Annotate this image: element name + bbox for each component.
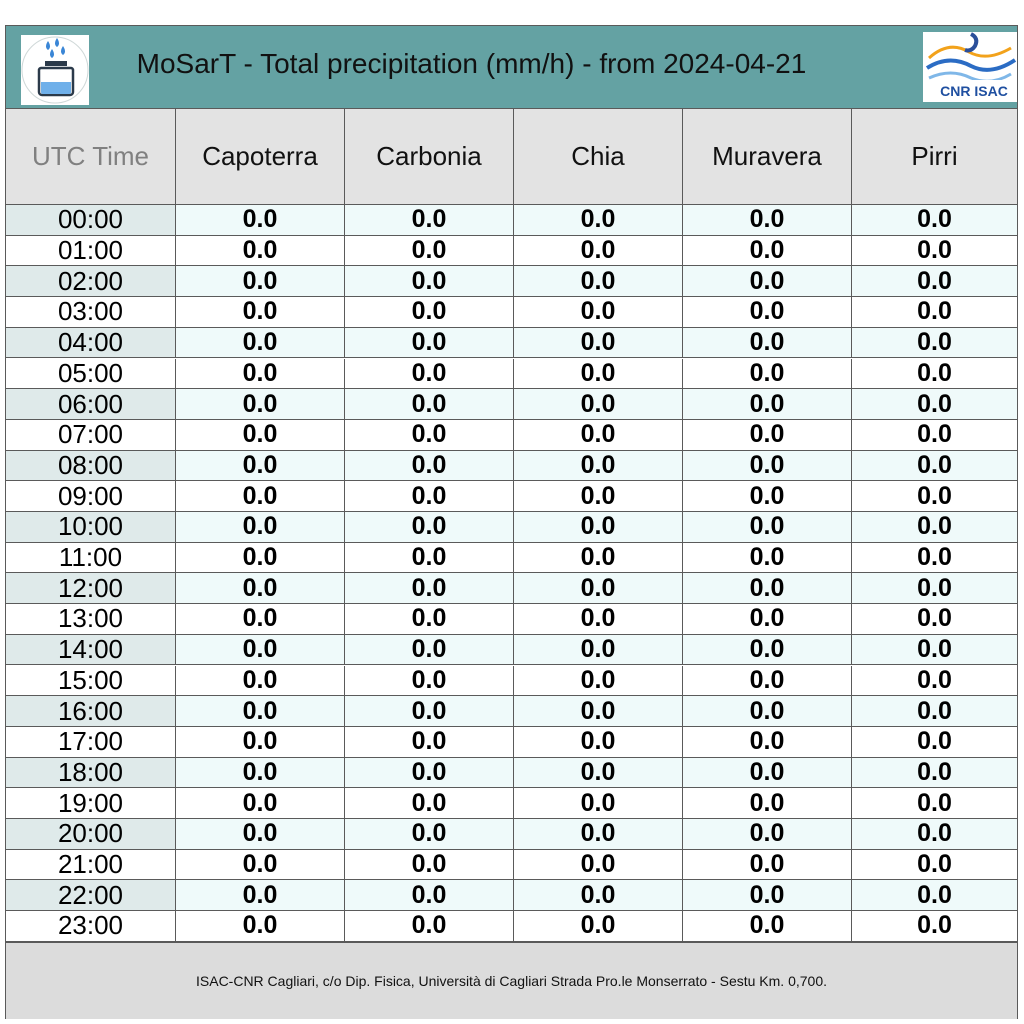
precip-value-cell: 0.0 bbox=[513, 758, 682, 788]
precip-value-cell: 0.0 bbox=[175, 635, 344, 665]
precip-value-cell: 0.0 bbox=[513, 266, 682, 296]
precip-value-cell: 0.0 bbox=[175, 328, 344, 358]
table-row bbox=[6, 758, 1017, 789]
precip-value-cell: 0.0 bbox=[682, 451, 851, 481]
station-header-pirri: Pirri bbox=[851, 109, 1017, 204]
footer-address: ISAC-CNR Cagliari, c/o Dip. Fisica, Università di Cagliari Strada Pro.le Monserrato - Sestu Km. 0,700. bbox=[6, 942, 1017, 1019]
time-cell: 18:00 bbox=[6, 758, 175, 788]
precip-value-cell: 0.0 bbox=[851, 604, 1017, 634]
cnr-isac-logo bbox=[921, 28, 1019, 104]
precip-value-cell: 0.0 bbox=[513, 788, 682, 818]
logo-text: CNR ISAC bbox=[940, 83, 1008, 99]
precip-value-cell: 0.0 bbox=[513, 543, 682, 573]
precip-value-cell: 0.0 bbox=[344, 205, 513, 235]
precip-value-cell: 0.0 bbox=[851, 911, 1017, 941]
precip-value-cell: 0.0 bbox=[175, 359, 344, 389]
precip-value-cell: 0.0 bbox=[175, 297, 344, 327]
precip-value-cell: 0.0 bbox=[851, 880, 1017, 910]
precip-value-cell: 0.0 bbox=[682, 481, 851, 511]
precip-value-cell: 0.0 bbox=[513, 451, 682, 481]
precip-value-cell: 0.0 bbox=[682, 635, 851, 665]
precip-value-cell: 0.0 bbox=[175, 573, 344, 603]
precip-value-cell: 0.0 bbox=[513, 880, 682, 910]
precip-value-cell: 0.0 bbox=[851, 420, 1017, 450]
precip-value-cell: 0.0 bbox=[344, 481, 513, 511]
table-row bbox=[6, 236, 1017, 267]
table-row bbox=[6, 727, 1017, 758]
precip-value-cell: 0.0 bbox=[344, 758, 513, 788]
precip-value-cell: 0.0 bbox=[851, 666, 1017, 696]
table-row bbox=[6, 359, 1017, 390]
time-cell: 12:00 bbox=[6, 573, 175, 603]
precip-value-cell: 0.0 bbox=[344, 880, 513, 910]
precip-value-cell: 0.0 bbox=[513, 573, 682, 603]
precip-value-cell: 0.0 bbox=[513, 727, 682, 757]
precip-value-cell: 0.0 bbox=[682, 911, 851, 941]
precip-value-cell: 0.0 bbox=[175, 543, 344, 573]
precip-value-cell: 0.0 bbox=[682, 819, 851, 849]
precip-value-cell: 0.0 bbox=[175, 696, 344, 726]
page-title: MoSarT - Total precipitation (mm/h) - from 2024-04-21 bbox=[136, 48, 807, 79]
time-cell: 00:00 bbox=[6, 205, 175, 235]
time-cell: 19:00 bbox=[57, 787, 124, 818]
precip-value-cell: 0.0 bbox=[175, 420, 344, 450]
table-row bbox=[6, 543, 1017, 574]
precipitation-table-frame bbox=[5, 25, 1018, 1019]
precip-value-cell: 0.0 bbox=[851, 850, 1017, 880]
precip-value-cell: 0.0 bbox=[851, 573, 1017, 603]
precip-value-cell: 0.0 bbox=[344, 420, 513, 450]
precip-value-cell: 0.0 bbox=[344, 451, 513, 481]
precip-value-cell: 0.0 bbox=[175, 512, 344, 542]
time-cell: 08:00 bbox=[6, 451, 175, 481]
precip-value-cell: 0.0 bbox=[175, 880, 344, 910]
precip-value-cell: 0.0 bbox=[851, 727, 1017, 757]
time-cell: 02:00 bbox=[6, 266, 175, 296]
time-cell: 07:00 bbox=[57, 419, 124, 450]
table-row bbox=[6, 389, 1017, 420]
table-row bbox=[6, 850, 1017, 881]
precip-value-cell: 0.0 bbox=[175, 481, 344, 511]
precip-value-cell: 0.0 bbox=[344, 328, 513, 358]
precip-value-cell: 0.0 bbox=[513, 604, 682, 634]
time-cell: 05:00 bbox=[57, 357, 124, 388]
table-row bbox=[6, 451, 1017, 482]
precip-value-cell: 0.0 bbox=[175, 850, 344, 880]
precip-value-cell: 0.0 bbox=[851, 481, 1017, 511]
precip-value-cell: 0.0 bbox=[513, 666, 682, 696]
time-cell: 21:00 bbox=[57, 849, 124, 880]
precip-value-cell: 0.0 bbox=[682, 359, 851, 389]
precip-value-cell: 0.0 bbox=[682, 328, 851, 358]
precip-value-cell: 0.0 bbox=[175, 604, 344, 634]
time-cell: 13:00 bbox=[57, 603, 124, 634]
precip-value-cell: 0.0 bbox=[175, 236, 344, 266]
precip-value-cell: 0.0 bbox=[344, 911, 513, 941]
time-cell: 04:00 bbox=[6, 328, 175, 358]
precip-value-cell: 0.0 bbox=[682, 512, 851, 542]
precip-value-cell: 0.0 bbox=[851, 236, 1017, 266]
table-row bbox=[6, 696, 1017, 727]
precip-value-cell: 0.0 bbox=[513, 481, 682, 511]
station-header-capoterra: Capoterra bbox=[175, 109, 344, 204]
precip-value-cell: 0.0 bbox=[344, 573, 513, 603]
precip-value-cell: 0.0 bbox=[344, 696, 513, 726]
precip-value-cell: 0.0 bbox=[513, 359, 682, 389]
precip-value-cell: 0.0 bbox=[175, 451, 344, 481]
station-header-carbonia: Carbonia bbox=[344, 109, 513, 204]
precip-value-cell: 0.0 bbox=[344, 236, 513, 266]
precip-value-cell: 0.0 bbox=[175, 266, 344, 296]
time-cell: 11:00 bbox=[58, 542, 123, 573]
precip-value-cell: 0.0 bbox=[175, 205, 344, 235]
precip-value-cell: 0.0 bbox=[851, 788, 1017, 818]
precip-value-cell: 0.0 bbox=[851, 451, 1017, 481]
time-cell: 17:00 bbox=[57, 726, 124, 757]
time-cell: 06:00 bbox=[6, 389, 175, 419]
precip-value-cell: 0.0 bbox=[682, 604, 851, 634]
time-cell: 16:00 bbox=[6, 696, 175, 726]
table-row bbox=[6, 297, 1017, 328]
table-row bbox=[6, 819, 1017, 850]
precip-value-cell: 0.0 bbox=[682, 573, 851, 603]
table-row bbox=[6, 481, 1017, 512]
precip-value-cell: 0.0 bbox=[175, 819, 344, 849]
time-cell: 23:00 bbox=[57, 910, 124, 941]
precip-value-cell: 0.0 bbox=[682, 788, 851, 818]
precip-value-cell: 0.0 bbox=[344, 266, 513, 296]
precip-value-cell: 0.0 bbox=[513, 819, 682, 849]
time-column-header: UTC Time bbox=[32, 141, 149, 171]
precip-value-cell: 0.0 bbox=[344, 788, 513, 818]
time-cell: 22:00 bbox=[6, 880, 175, 910]
precip-value-cell: 0.0 bbox=[851, 328, 1017, 358]
table-row bbox=[6, 205, 1017, 236]
precip-value-cell: 0.0 bbox=[513, 389, 682, 419]
precip-value-cell: 0.0 bbox=[851, 758, 1017, 788]
precip-value-cell: 0.0 bbox=[851, 266, 1017, 296]
precip-value-cell: 0.0 bbox=[682, 543, 851, 573]
time-cell: 10:00 bbox=[6, 512, 175, 542]
precip-value-cell: 0.0 bbox=[851, 819, 1017, 849]
precip-value-cell: 0.0 bbox=[682, 758, 851, 788]
table-row bbox=[6, 635, 1017, 666]
precip-value-cell: 0.0 bbox=[513, 512, 682, 542]
table-row bbox=[6, 266, 1017, 297]
precip-value-cell: 0.0 bbox=[344, 727, 513, 757]
time-cell: 09:00 bbox=[57, 480, 124, 511]
header-bar bbox=[6, 26, 1017, 109]
precip-value-cell: 0.0 bbox=[175, 788, 344, 818]
precip-value-cell: 0.0 bbox=[851, 205, 1017, 235]
table-row bbox=[6, 573, 1017, 604]
precip-value-cell: 0.0 bbox=[175, 666, 344, 696]
table-row bbox=[6, 604, 1017, 635]
precip-value-cell: 0.0 bbox=[851, 635, 1017, 665]
time-cell: 20:00 bbox=[6, 819, 175, 849]
precip-value-cell: 0.0 bbox=[682, 880, 851, 910]
precip-value-cell: 0.0 bbox=[682, 266, 851, 296]
precip-value-cell: 0.0 bbox=[513, 328, 682, 358]
precip-value-cell: 0.0 bbox=[175, 911, 344, 941]
precip-value-cell: 0.0 bbox=[851, 359, 1017, 389]
precip-value-cell: 0.0 bbox=[682, 236, 851, 266]
precip-value-cell: 0.0 bbox=[851, 389, 1017, 419]
precip-value-cell: 0.0 bbox=[175, 758, 344, 788]
precip-value-cell: 0.0 bbox=[175, 389, 344, 419]
precip-value-cell: 0.0 bbox=[851, 297, 1017, 327]
precip-value-cell: 0.0 bbox=[344, 819, 513, 849]
time-cell: 14:00 bbox=[6, 635, 175, 665]
rain-gauge-icon bbox=[21, 35, 89, 105]
station-header-chia: Chia bbox=[513, 109, 682, 204]
table-row bbox=[6, 880, 1017, 911]
table-row bbox=[6, 512, 1017, 543]
column-headers bbox=[6, 109, 1017, 205]
station-header-muravera: Muravera bbox=[682, 109, 851, 204]
precip-value-cell: 0.0 bbox=[851, 696, 1017, 726]
precip-value-cell: 0.0 bbox=[344, 512, 513, 542]
precip-value-cell: 0.0 bbox=[513, 850, 682, 880]
precip-value-cell: 0.0 bbox=[344, 850, 513, 880]
precip-value-cell: 0.0 bbox=[344, 359, 513, 389]
precip-value-cell: 0.0 bbox=[682, 297, 851, 327]
precip-value-cell: 0.0 bbox=[513, 297, 682, 327]
precip-value-cell: 0.0 bbox=[513, 635, 682, 665]
time-cell: 15:00 bbox=[57, 664, 124, 695]
precip-value-cell: 0.0 bbox=[682, 727, 851, 757]
precip-value-cell: 0.0 bbox=[513, 911, 682, 941]
precip-value-cell: 0.0 bbox=[175, 727, 344, 757]
time-cell: 03:00 bbox=[57, 296, 124, 327]
precip-value-cell: 0.0 bbox=[682, 666, 851, 696]
time-cell: 01:00 bbox=[57, 235, 124, 266]
precip-value-cell: 0.0 bbox=[344, 635, 513, 665]
precip-value-cell: 0.0 bbox=[682, 205, 851, 235]
precip-value-cell: 0.0 bbox=[344, 543, 513, 573]
precip-value-cell: 0.0 bbox=[851, 512, 1017, 542]
table-row bbox=[6, 666, 1017, 697]
precip-value-cell: 0.0 bbox=[513, 420, 682, 450]
precip-value-cell: 0.0 bbox=[344, 666, 513, 696]
precip-value-cell: 0.0 bbox=[513, 236, 682, 266]
table-row bbox=[6, 788, 1017, 819]
precip-value-cell: 0.0 bbox=[682, 420, 851, 450]
precip-value-cell: 0.0 bbox=[344, 297, 513, 327]
precip-value-cell: 0.0 bbox=[513, 205, 682, 235]
precip-value-cell: 0.0 bbox=[344, 604, 513, 634]
precip-value-cell: 0.0 bbox=[682, 850, 851, 880]
table-row bbox=[6, 420, 1017, 451]
precip-value-cell: 0.0 bbox=[513, 696, 682, 726]
precip-value-cell: 0.0 bbox=[682, 389, 851, 419]
table-row bbox=[6, 328, 1017, 359]
precip-value-cell: 0.0 bbox=[682, 696, 851, 726]
table-row bbox=[6, 911, 1017, 942]
precip-value-cell: 0.0 bbox=[851, 543, 1017, 573]
precip-value-cell: 0.0 bbox=[344, 389, 513, 419]
